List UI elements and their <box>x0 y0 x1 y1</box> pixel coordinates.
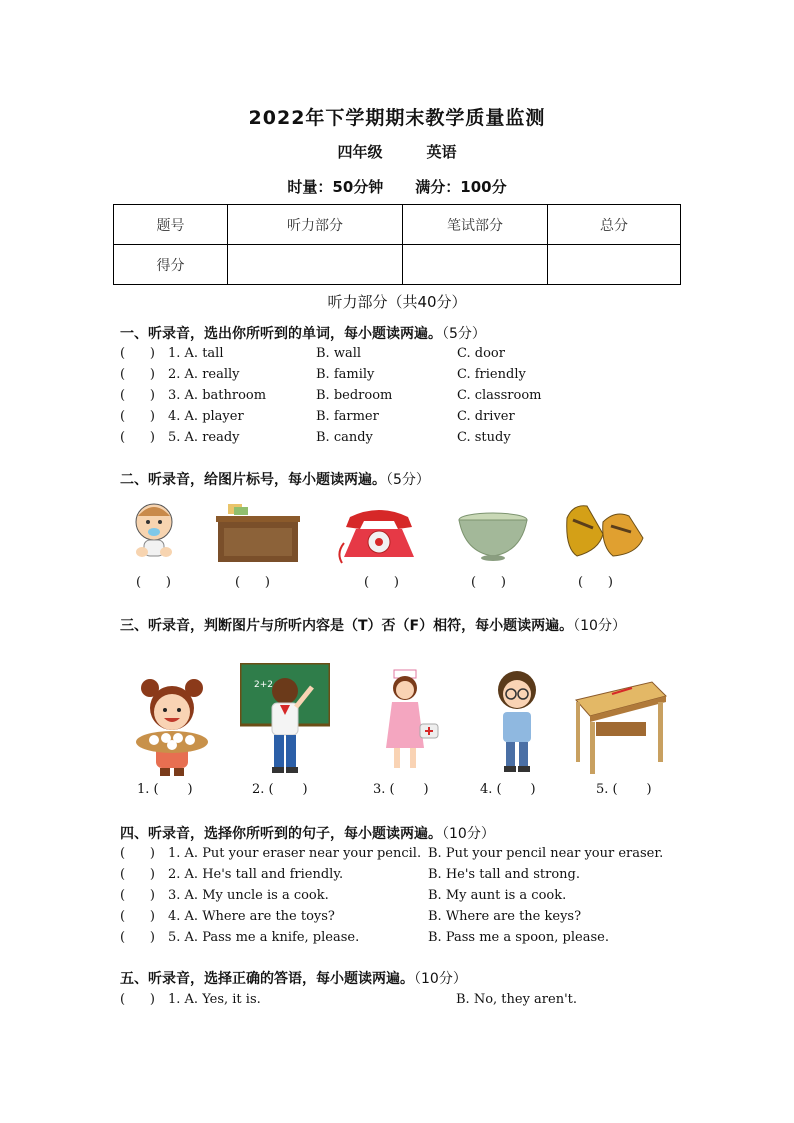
section3-title: 三、听录音，判断图片与所听内容是（T）否（F）相符，每小题读两遍。（10分） <box>120 618 626 634</box>
listening-title: 听力部分（共40分） <box>327 293 467 311</box>
option-text: 3. A. bathroom <box>168 388 267 403</box>
answer-blank[interactable]: ( ) <box>120 867 155 882</box>
answer-blank[interactable]: ( ) <box>471 575 506 590</box>
score-cell[interactable] <box>228 245 403 285</box>
exam-title: 2022年下学期期末教学质量监测 <box>248 107 546 129</box>
score-table <box>113 204 681 285</box>
answer-blank[interactable]: ( ) <box>120 846 155 861</box>
telephone-icon <box>336 503 422 565</box>
svg-text:2+2: 2+2 <box>254 680 273 690</box>
score-cell[interactable] <box>548 245 681 285</box>
time-limit: 时量：50分钟 <box>287 178 384 196</box>
score-table-header <box>114 205 681 245</box>
boy-blackboard-icon <box>240 663 330 775</box>
shoes-icon <box>563 498 647 560</box>
exam-info <box>0 176 794 197</box>
row-label: 得分 <box>114 245 228 285</box>
option-text: 4. A. player <box>168 409 244 424</box>
option-text: B. bedroom <box>316 388 393 403</box>
option-text: 5. A. ready <box>168 430 240 445</box>
bowl-icon <box>455 512 531 562</box>
answer-blank[interactable]: ( ) <box>120 367 155 382</box>
section1-title: 一、听录音，选出你所听到的单词，每小题读两遍。（5分） <box>120 326 486 342</box>
option-text: C. friendly <box>457 367 526 382</box>
option-text: C. study <box>457 430 511 445</box>
boy-glasses-icon <box>490 668 544 774</box>
option-text: 1. A. Yes, it is. <box>168 992 261 1007</box>
answer-blank[interactable]: 3. ( ) <box>373 782 429 797</box>
answer-blank[interactable]: ( ) <box>120 930 155 945</box>
section2-title: 二、听录音，给图片标号，每小题读两遍。（5分） <box>120 472 430 488</box>
header-cell: 题号 <box>114 205 228 245</box>
option-text: 1. A. tall <box>168 346 224 361</box>
full-marks: 满分：100分 <box>415 178 507 196</box>
option-text: 4. A. Where are the toys? <box>168 909 335 924</box>
option-text: B. family <box>316 367 375 382</box>
option-text: 1. A. Put your eraser near your pencil. <box>168 846 422 861</box>
header-cell: 听力部分 <box>228 205 403 245</box>
answer-blank[interactable]: ( ) <box>136 575 171 590</box>
answer-blank[interactable]: 5. ( ) <box>596 782 652 797</box>
answer-blank[interactable]: ( ) <box>120 992 155 1007</box>
answer-blank[interactable]: ( ) <box>120 430 155 445</box>
option-text: 2. A. He's tall and friendly. <box>168 867 344 882</box>
answer-blank[interactable]: ( ) <box>235 575 270 590</box>
answer-blank[interactable]: 1. ( ) <box>137 782 193 797</box>
nurse-icon <box>376 668 440 772</box>
answer-blank[interactable]: 4. ( ) <box>480 782 536 797</box>
section4-title: 四、听录音，选择你所听到的句子，每小题读两遍。（10分） <box>120 826 495 842</box>
option-text: B. He's tall and strong. <box>428 867 580 882</box>
answer-blank[interactable]: ( ) <box>578 575 613 590</box>
option-text: B. My aunt is a cook. <box>428 888 567 903</box>
girl-dumplings-icon <box>134 676 210 778</box>
answer-blank[interactable]: ( ) <box>120 409 155 424</box>
desk-icon <box>214 502 302 564</box>
grade-subject <box>0 141 794 162</box>
option-text: 2. A. really <box>168 367 240 382</box>
option-text: B. Pass me a spoon, please. <box>428 930 609 945</box>
answer-blank[interactable]: 2. ( ) <box>252 782 308 797</box>
score-cell[interactable] <box>403 245 548 285</box>
subject: 英语 <box>426 143 457 161</box>
answer-blank[interactable]: ( ) <box>120 346 155 361</box>
option-text: C. driver <box>457 409 515 424</box>
answer-blank[interactable]: ( ) <box>364 575 399 590</box>
option-text: B. No, they aren't. <box>456 992 578 1007</box>
option-text: B. wall <box>316 346 362 361</box>
baby-icon <box>130 500 178 562</box>
answer-blank[interactable]: ( ) <box>120 909 155 924</box>
option-text: B. farmer <box>316 409 379 424</box>
grade: 四年级 <box>337 143 383 161</box>
option-text: B. candy <box>316 430 373 445</box>
answer-blank[interactable]: ( ) <box>120 888 155 903</box>
option-text: B. Where are the keys? <box>428 909 582 924</box>
option-text: C. classroom <box>457 388 542 403</box>
school-desk-icon <box>572 680 668 776</box>
header-cell: 笔试部分 <box>403 205 548 245</box>
option-text: 5. A. Pass me a knife, please. <box>168 930 360 945</box>
header-cell: 总分 <box>548 205 681 245</box>
score-table-row <box>114 245 681 285</box>
option-text: C. door <box>457 346 505 361</box>
option-text: B. Put your pencil near your eraser. <box>428 846 664 861</box>
section5-title: 五、听录音，选择正确的答语，每小题读两遍。（10分） <box>120 971 467 987</box>
answer-blank[interactable]: ( ) <box>120 388 155 403</box>
option-text: 3. A. My uncle is a cook. <box>168 888 329 903</box>
